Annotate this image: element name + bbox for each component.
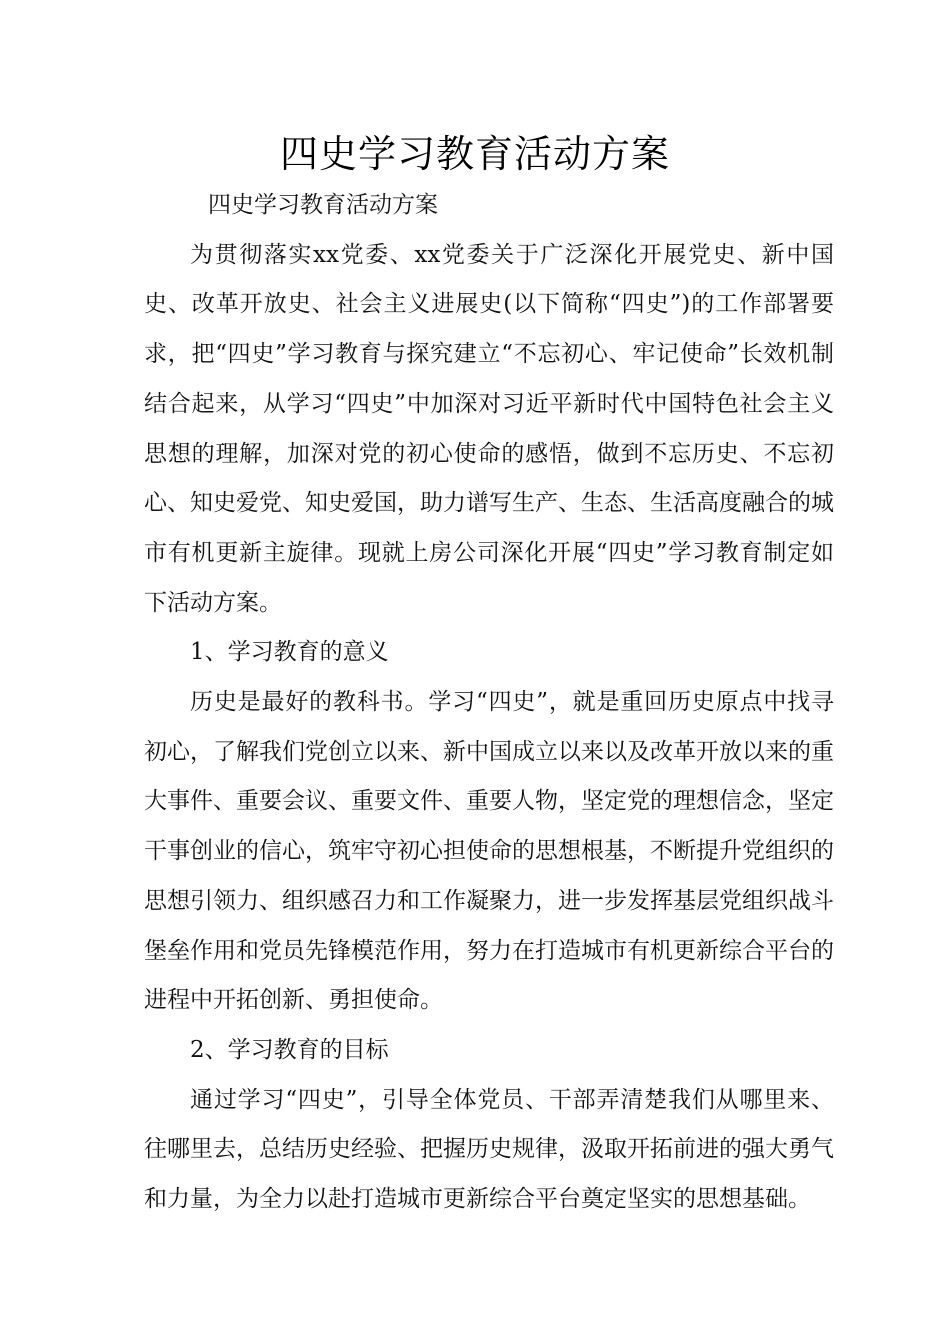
section-paragraph-goals: 通过学习“四史”，引导全体党员、干部弄清楚我们从哪里来、往哪里去，总结历史经验、把握历史规律，汲取开拓前进的强大勇气和力量，为全力以赴打造城市更新综合平台奠定坚实的思想基础。 [144,1086,834,1213]
section-paragraph-significance: 历史是最好的教科书。学习“四史”，就是重回历史原点中找寻初心，了解我们党创立以来、新中国成立以来以及改革开放以来的重大事件、重要会议、重要文件、重要人物，坚定党的理想信念，坚定干事创业的信心，筑牢守初心担使命的思想根基，不断提升党组织的思想引领力、组织感召力和工作凝聚力，进一步发挥基层党组织战斗堡垒作用和党员先锋模范作用，努力在打造城市有机更新综合平台的进程中开拓创新、勇担使命。 [144,689,834,1014]
section-heading-significance: 1、学习教育的意义 [190,639,389,666]
document-body [144,181,834,1225]
intro-paragraph: 为贯彻落实xx党委、xx党委关于广泛深化开展党史、新中国史、改革开放史、社会主义进展史(以下简称“四史”)的工作部署要求，把“四史”学习教育与探究建立“不忘初心、牢记使命”长效机制结合起来，从学习“四史”中加深对习近平新时代中国特色社会主义思想的理解，加深对党的初心使命的感悟，做到不忘历史、不忘初心、知史爱党、知史爱国，助力谱写生产、生态、生活高度融合的城市有机更新主旋律。现就上房公司深化开展“四史”学习教育制定如下活动方案。 [144,241,834,616]
section-heading-goals: 2、学习教育的目标 [190,1036,389,1063]
document-title: 四史学习教育活动方案 [279,132,670,176]
document-subtitle: 四史学习教育活动方案 [208,192,438,218]
